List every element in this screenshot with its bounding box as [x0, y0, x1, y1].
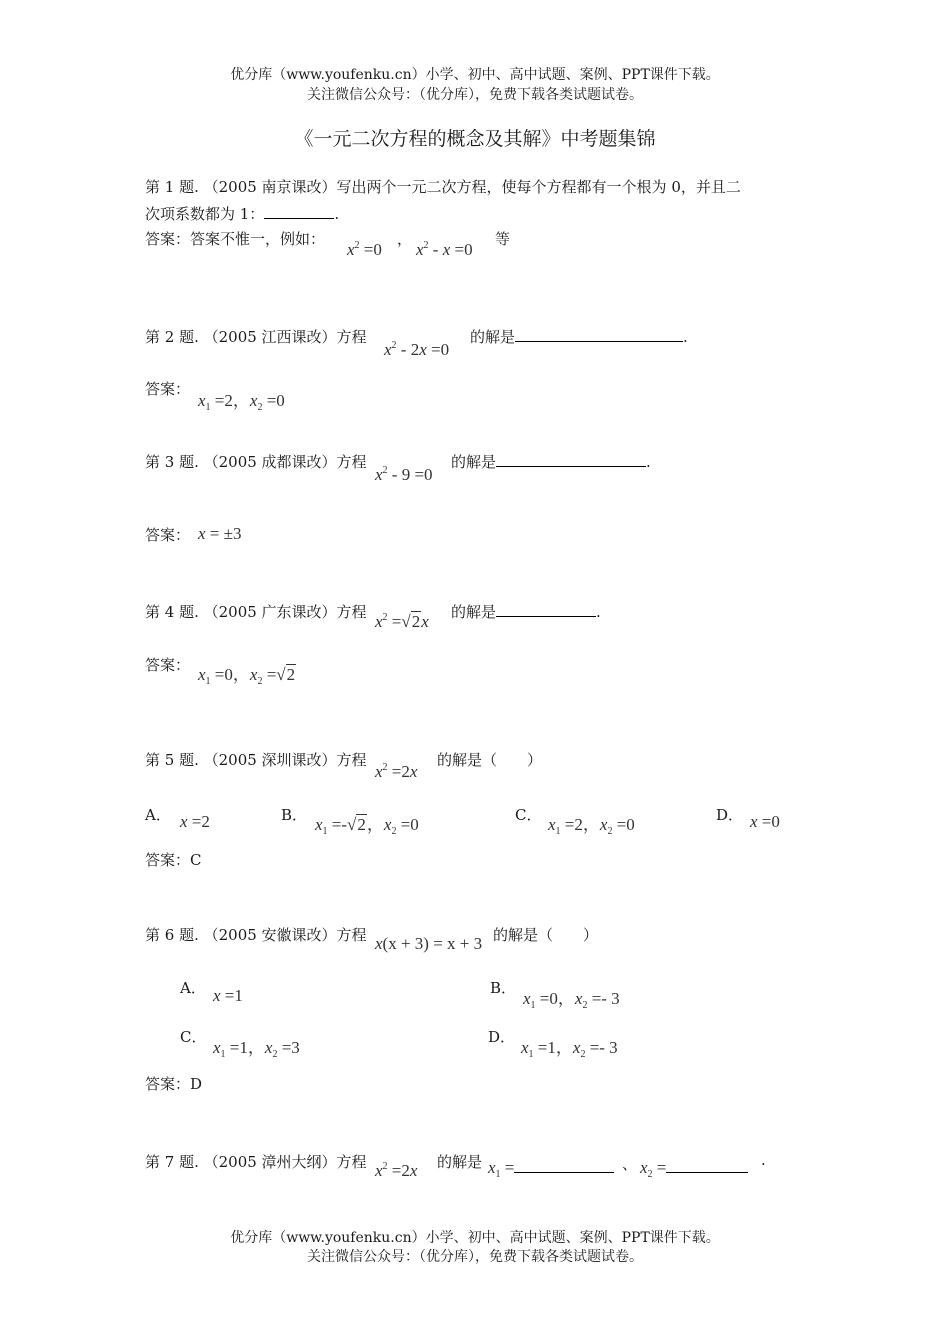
q5-opt-c2: =0: [616, 815, 635, 834]
q5-label: 第 5 题. （2005 深圳课改）方程: [145, 751, 367, 769]
q5-option-b: $x_1 =-√2$，$x_2 =0$: [315, 815, 419, 837]
q6-option-c-label: C．: [180, 1028, 207, 1046]
q4-answer-label: 答案：: [145, 656, 191, 674]
q1-suffix: 等: [495, 230, 511, 248]
footer-line-2: 关注微信公众号：（优分库），免费下载各类试题试卷。: [307, 1249, 643, 1265]
q2-answer-label: 答案：: [145, 380, 191, 398]
q4-eq: =: [391, 612, 402, 631]
q2-ans1: =2，: [214, 391, 250, 410]
q6-opt-c1: =1，: [229, 1038, 265, 1057]
q3-after-text: 的解是: [451, 453, 497, 471]
q7-period: .: [761, 1151, 766, 1169]
q2-equation: $x^2 - 2x =0$: [384, 340, 450, 359]
q6-option-d: $x_1 =1$，$x_2 =- 3$: [521, 1038, 618, 1060]
q2-blank: [515, 327, 683, 342]
q3-blank: [496, 452, 646, 467]
q2-answer: $x_1 =2$，$x_2 =0$: [198, 391, 285, 413]
q5-after: 的解是（ ）: [437, 751, 543, 769]
q6-option-b-label: B．: [490, 979, 517, 997]
q6-option-d-label: D．: [488, 1028, 516, 1046]
q1-blank: [264, 204, 334, 219]
sqrt-icon: √2: [276, 665, 296, 684]
sqrt-icon: √2: [347, 815, 366, 834]
q6-equation: x(x + 3) = x + 3: [375, 934, 483, 953]
q7-x2-eq: =: [656, 1158, 667, 1177]
q5-opt-b1: =-: [331, 815, 348, 834]
page-title: 《一元二次方程的概念及其解》中考题集锦: [294, 128, 656, 150]
q5-answer: 答案：C: [145, 851, 202, 869]
q2-eq-end: =0: [431, 340, 450, 359]
q3-answer: x = ±3: [198, 524, 242, 543]
q7-x1: $x_1$ =: [488, 1158, 614, 1180]
header-line-2: 关注微信公众号：（优分库），免费下载各类试题试卷。: [307, 87, 643, 103]
q7-equation: $x^2 =2x$: [375, 1161, 418, 1180]
header-line-1: 优分库（www.youfenku.cn）小学、初中、高中试题、案例、PPT课件下载。: [230, 67, 720, 83]
q5-eq: =2: [391, 762, 410, 781]
q4-ans1: =0，: [214, 665, 250, 684]
q1-eq2-minus: -: [432, 240, 439, 259]
q5-option-b-label: B．: [281, 806, 308, 824]
q4-period: .: [596, 603, 601, 621]
q1-eq2-rest: =0: [454, 240, 473, 259]
q7-x2: $x_2$ =: [640, 1158, 748, 1180]
q7-separator: 、: [622, 1155, 638, 1173]
q4-answer: $x_1 =0$，$x_2 =√2$: [198, 665, 296, 687]
q4-label: 第 4 题. （2005 广东课改）方程: [145, 603, 367, 621]
q1-period: .: [334, 205, 340, 223]
q3-eq: - 9 =0: [391, 465, 433, 484]
q6-option-b: $x_1 =0$，$x_2 =- 3$: [523, 989, 620, 1011]
q2-eq-mid: - 2: [400, 340, 420, 359]
q7-x1-eq: =: [504, 1158, 515, 1177]
q5-option-a: x =2: [180, 812, 210, 831]
q6-answer: 答案：D: [145, 1075, 203, 1093]
q5-opt-b-sep: ，: [366, 815, 384, 834]
q5-option-c: $x_1 =2$，$x_2 =0$: [548, 815, 635, 837]
q5-option-a-label: A．: [145, 806, 171, 824]
q1-eq1-rest: =0: [363, 240, 382, 259]
q3-answer-label: 答案：: [145, 526, 191, 544]
q6-opt-b2: =- 3: [591, 989, 620, 1008]
q6-option-a-label: A．: [180, 979, 206, 997]
q3-label: 第 3 题. （2005 成都课改）方程: [145, 453, 367, 471]
q6-label: 第 6 题. （2005 安徽课改）方程: [145, 926, 367, 944]
q4-after: [451, 601, 601, 622]
q5-opt-c1: =2: [564, 815, 583, 834]
q3-ans: = ±3: [209, 524, 242, 543]
q1-line-1: 第 1 题. （2005 南京课改）写出两个一元二次方程，使每个方程都有一个根为 0，并且二: [145, 178, 741, 196]
q2-period: .: [683, 328, 688, 346]
q6-opt-c2: =3: [281, 1038, 300, 1057]
q7-after: 的解是: [437, 1153, 483, 1171]
q4-equation: $x^2 =√2x$: [375, 612, 429, 631]
q7-blank-1: [514, 1158, 614, 1173]
q6-after: 的解是（ ）: [493, 926, 599, 944]
q6-option-c: $x_1 =1$，$x_2 =3$: [213, 1038, 300, 1060]
q1-line-2-text: 次项系数都为 1：: [145, 205, 265, 223]
q4-blank: [496, 602, 596, 617]
q1-comma: ，: [397, 230, 413, 248]
q1-line-2: [145, 203, 339, 224]
q1-answer-eq1: $x^2 =0$: [347, 240, 382, 259]
q5-option-d: x =0: [750, 812, 780, 831]
q1-answer-label: 答案：答案不惟一，例如：: [145, 230, 326, 248]
q2-label: 第 2 题. （2005 江西课改）方程: [145, 328, 367, 346]
q6-opt-b1: =0，: [539, 989, 575, 1008]
q6-option-a: x =1: [213, 986, 243, 1005]
q5-option-d-label: D．: [716, 806, 744, 824]
q7-label: 第 7 题. （2005 漳州大纲）方程: [145, 1153, 367, 1171]
q5-opt-d-val: =0: [761, 812, 780, 831]
q5-opt-b2: =0: [400, 815, 419, 834]
q3-equation: $x^2 - 9 =0$: [375, 465, 433, 484]
q7-eq: =2: [391, 1161, 410, 1180]
q5-opt-c-sep: ，: [582, 815, 600, 834]
q6-eq: (x + 3) = x + 3: [382, 934, 483, 953]
q7-blank-2: [666, 1158, 748, 1173]
q5-option-c-label: C．: [515, 806, 542, 824]
q4-ans2: =: [266, 665, 277, 684]
q5-opt-a-val: =2: [191, 812, 210, 831]
q2-after-text: 的解是: [470, 328, 516, 346]
q3-period: .: [646, 453, 651, 471]
q5-equation: $x^2 =2x$: [375, 762, 418, 781]
footer-line-1: 优分库（www.youfenku.cn）小学、初中、高中试题、案例、PPT课件下载。: [230, 1230, 720, 1246]
q2-after: [470, 326, 688, 347]
q3-after: [451, 451, 651, 472]
q2-ans2: =0: [266, 391, 285, 410]
q6-opt-d2: =- 3: [589, 1038, 618, 1057]
q4-after-text: 的解是: [451, 603, 497, 621]
q1-answer-eq2: $x^2 - x =0$: [416, 240, 473, 259]
sqrt-icon: √2: [401, 612, 421, 631]
q6-opt-d1: =1，: [537, 1038, 573, 1057]
q6-opt-a-val: =1: [224, 986, 243, 1005]
